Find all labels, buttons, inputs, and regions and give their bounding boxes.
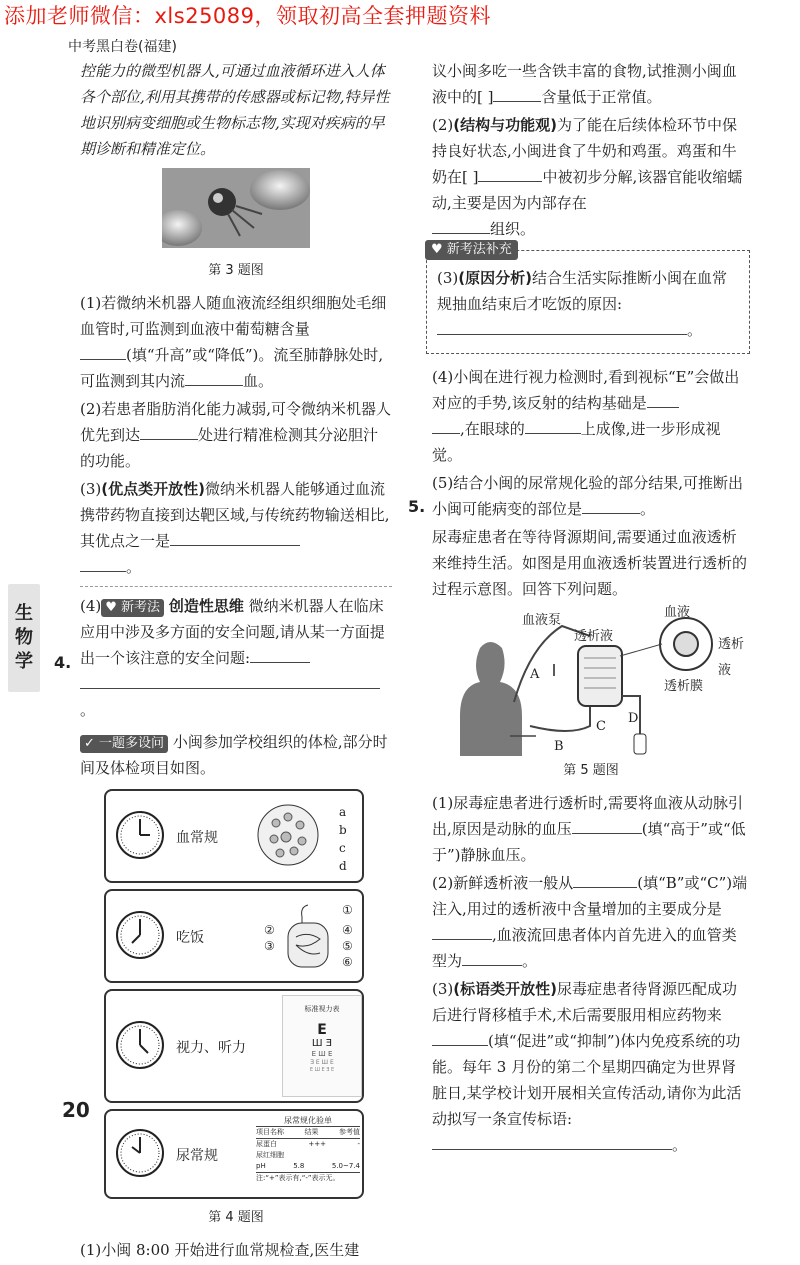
subject-side-tab [8,584,40,692]
answer-blank[interactable] [647,391,679,408]
answer-blank[interactable] [80,343,126,360]
q5-part3-text: 尿毒症患者待肾源匹配成功后进行肾移植手术,术后需要服用相应药物来 [432,980,737,1024]
badge-text: 一题多设问 [99,736,165,751]
digestive-system-diagram [278,901,338,971]
cross-section-inner [674,632,698,656]
marker-label: d [339,859,347,873]
label-B: B [554,739,564,754]
eye-chart [282,995,362,1097]
q5-part2 [432,870,750,974]
row-label: 吃饭 [176,930,204,946]
q4-figure-caption: 第 4 题图 [208,1210,264,1225]
eye-chart-letter: Ш Ǝ [311,1038,333,1049]
answer-blank[interactable] [573,871,637,888]
answer-blank[interactable] [140,423,198,440]
answer-blank[interactable] [432,217,490,234]
blood-cells-diagram [256,801,336,871]
row-label: 视力、听力 [176,1040,246,1056]
table-row [256,1139,360,1150]
divider [80,586,392,587]
marker-label: ⑥ [342,955,353,969]
q3-figure [162,168,392,256]
urine-report [256,1115,360,1184]
zoom-line [620,644,662,656]
q3-part1-text3: 血。 [243,372,274,390]
label-D: D [628,711,639,726]
table-header: 参考值 [339,1128,360,1136]
period: 。 [640,500,656,518]
q3-part4-text: 微纳米机器人在临床应用中涉及多方面的安全问题,请从某一方面提出一个该注意的安全问题: [80,597,385,667]
period: 。 [126,558,142,576]
dialysate-bottle [634,734,646,754]
marker-label: ④ [342,923,353,937]
q4-part3-text: 结合生活实际推断小闽在血常规抽血结束后才吃饭的原因: [437,269,727,313]
answer-blank[interactable] [432,1133,672,1150]
multi-question-badge: ✓ 一题多设问 [80,735,168,753]
marker-label: ③ [264,939,275,953]
q5-part2-text: (2)新鲜透析液一般从 [432,874,574,892]
q5-part1-text2: (填“高于”或“低于”)静脉血压。 [432,820,746,864]
q5-intro: 尿毒症患者在等待肾源期间,需要通过血液透析来维持生活。如图是用血液透析装置进行透析的过程示意图。回答下列问题。 [432,528,748,598]
row-label: 血常规 [176,830,218,846]
q3-figure-caption: 第 3 题图 [208,263,264,278]
schedule-row-urine [104,1109,364,1199]
marker-label: c [339,841,346,855]
table-row [256,1161,360,1173]
answer-blank[interactable] [250,646,310,663]
urine-report-title: 尿常规化验单 [284,1116,332,1125]
q4-part5-text: (5)结合小闽的尿常规化验的部分结果,可推断出小闽可能病变的部位是 [432,474,744,518]
q5-part1 [432,790,750,868]
dialysis-figure [450,606,750,756]
badge-text: 新考法 [121,600,161,615]
side-tab-char: 学 [15,651,33,672]
marker-label: b [339,823,347,837]
nanorobot [208,188,236,216]
q4-intro: 小闽参加学校组织的体检,部分时间及体检项目如图。 [80,733,388,777]
period: 。 [80,701,96,719]
right-column [408,58,750,1160]
label-blood: 血液 [664,605,691,620]
q4-part2-text: 为了能在后续体检环节中保持良好状态,小闽进食了牛奶和鸡蛋。鸡蛋和牛奶在[ ] [432,116,737,186]
urine-report-header [256,1126,360,1139]
red-blood-cell [250,170,310,210]
q5-number: 5. [408,497,426,516]
table-cell: +++ [308,1140,327,1148]
eye-chart-letter: E [317,1022,327,1038]
answer-blank[interactable] [170,529,300,546]
q4-part2-text2: 中被初步分解,该器官能收缩蠕动,主要是因为内部存在 [432,168,743,212]
label-membrane: 透析膜 [664,679,704,694]
answer-blank[interactable] [185,369,243,386]
clock-icon [114,1019,166,1071]
answer-blank[interactable] [462,949,522,966]
q3-part2-text: (2)若患者脂肪消化能力减弱,可令微纳米机器人优先到达 [80,400,392,444]
table-cell: pH [256,1162,266,1170]
q4-intro-line [80,729,392,781]
dialyzer [578,646,622,706]
q4-part2-text3: 组织。 [490,220,536,238]
q4-part4-text2: ,在眼球的 [460,420,525,438]
patient-silhouette [460,642,522,756]
schedule-row-vision [104,989,364,1103]
answer-blank[interactable] [80,672,380,689]
table-cell: 5.8 [293,1162,305,1170]
nanorobot-illustration [162,168,310,248]
q5-part3-tag: (标语类开放性) [453,980,557,998]
clock-icon [114,809,166,861]
eye-chart-title: 标准视力表 [304,1005,340,1013]
q3-part3-tag: (优点类开放性) [101,480,205,498]
promo-banner: 添加老师微信：xls25089，领取初高全套押题资料 [4,4,492,28]
marker-label: ① [342,903,353,917]
answer-blank[interactable] [525,417,581,434]
q3-part3: (3)(优点类开放性)微纳米机器人能够通过血流携带药物直接到达靶区域,与传统药物输送相比,其优点之一是 。 [80,480,390,576]
answer-blank[interactable] [432,417,460,434]
table-cell: 尿红细胞 [256,1151,284,1159]
table-header: 结果 [304,1128,319,1136]
page-number: 20 [62,1098,90,1122]
q4-part2: (2)(结构与功能观)为了能在后续体检环节中保持良好状态,小闽进食了牛奶和鸡蛋。鸡蛋和牛奶在[ ] 中被初步分解,该器官能收缩蠕动,主要是因为内部存在 组织。 [432,116,743,238]
q4-part2-tag: (结构与功能观) [453,116,557,134]
table-cell: 尿蛋白 [256,1140,277,1148]
answer-blank[interactable] [572,817,642,834]
eye-chart-letter: E Ш E Ǝ E [309,1067,335,1073]
label-pump: 血液泵 [522,613,562,628]
marker-label: ⑤ [342,939,353,953]
q3-part3-text: 微纳米机器人能够通过血流携带药物直接到达靶区域,与传统药物输送相比,其优点之一是 [80,480,390,550]
marker-label: a [339,805,347,819]
q5-part1-text: (1)尿毒症患者进行透析时,需要将血液从动脉引出,原因是动脉的血压 [432,794,744,838]
period: 。 [672,1136,688,1154]
q4-part4 [432,364,750,468]
eye-chart-letter: E Ш E [311,1050,333,1058]
q5-part3-text2: (填“促进”或“抑制”)体内免疫系统的功能。每年 3 月份的第二个星期四确定为世界肾脏日,某学校计划开展相关宣传活动,请你为此活动拟写一条宣传标语: [432,1032,742,1128]
q3-intro: 控能力的微型机器人,可通过血液循环进入人体各个部位,利用其携带的传感器或标记物,特异性地识别病变细胞或生物标志物,实现对疾病的早期诊断和精准定位。 [80,62,390,158]
q4-part3: (3)(原因分析)结合生活实际推断小闽在血常规抽血结束后才吃饭的原因: 。 [437,269,727,339]
clock-icon [114,1127,166,1179]
q3-part2 [80,396,392,474]
q4-part1-cont [432,58,750,110]
table-cell: 5.0~7.4 [331,1162,360,1170]
book-header: 中考黑白卷(福建) [68,39,177,55]
q4-part1-text: 议小闽多吃一些含铁丰富的食物,试推测小闽血液中的[ ] [432,62,737,106]
nanorobot-sensor [213,193,223,203]
q4-part4-text3: 上成像,进一步形成视觉。 [432,420,721,464]
side-tab-char: 物 [15,627,33,648]
q4-part3-tag: (原因分析) [458,269,532,287]
answer-blank[interactable] [80,555,126,572]
q3-part1-text: (1)若微纳米机器人随血液流经组织细胞处毛细血管时,可监测到血液中葡萄糖含量 [80,294,387,338]
q5-part2-text3: ,血液流回患者体内首先进入的血管类型为 [432,926,737,970]
label-dialysate: 透析液 [574,629,614,644]
answer-blank[interactable] [478,165,542,182]
urine-report-note: 注:“+”表示有,“-”表示无。 [256,1174,340,1182]
answer-blank[interactable] [582,497,640,514]
side-tab-char: 生 [15,603,33,624]
q4-part1-start: (1)小闽 8:00 开始进行血常规检查,医生建 [80,1241,360,1259]
q5-part3: (3)(标语类开放性)尿毒症患者待肾源匹配成功后进行肾移植手术,术后需要服用相应药物来(填“促进”或“抑制”)体内免疫系统的功能。每年 3 月份的第二个星期四确定为世界肾脏日,某学校计划开展相关宣传活动,请你为此活动拟写一条宣传标语: 。 [432,980,742,1154]
q3-part1-text2: (填“升高”或“降低”)。流至肺静脉处时,可监测到其内流 [80,346,384,390]
q4-number: 4. [54,653,72,672]
q5-part2-text2: (填“B”或“C”)端注入,用过的透析液中含量增加的主要成分是 [432,874,748,918]
q4-part1-end: 含量低于正常值。 [541,88,662,106]
answer-blank[interactable] [432,923,492,940]
table-cell: - [357,1140,360,1148]
schedule-row-blood [104,789,364,883]
answer-blank[interactable] [432,1029,488,1046]
q4-part5 [432,470,750,522]
label-dialysate-2: 透析液 [718,637,745,678]
supplement-box [426,242,750,354]
venous-tube [530,702,590,731]
row-label: 尿常规 [176,1148,218,1164]
eye-chart-letter: Ǝ E Ш E [310,1059,334,1066]
q3-part4: (4) ♥ 新考法 创造性思维 微纳米机器人在临床应用中涉及多方面的安全问题,请从某一方面提出一个该注意的安全问题: 。 [80,597,385,719]
label-A: A [530,667,540,682]
label-C: C [596,719,606,734]
schedule-row-meal [104,889,364,983]
q3-part4-tag: 创造性思维 [168,597,244,615]
q5-figure-caption: 第 5 题图 [563,763,619,778]
supplement-label: ♥ 新考法补充 [425,240,518,260]
period: 。 [687,321,703,339]
table-header: 项目名称 [256,1128,284,1136]
marker-label: ② [264,923,275,937]
q3-part2-text2: 处进行精准检测其分泌胆汁的功能。 [80,426,379,470]
q4-part4-text: (4)小闽在进行视力检测时,看到视标“E”会做出对应的手势,该反射的结构基础是 [432,368,740,412]
clock-icon [114,909,166,961]
checkup-schedule-figure [104,789,364,1199]
answer-blank[interactable] [493,85,541,102]
new-exam-badge: ♥ 新考法 [101,599,164,617]
period: 。 [522,952,538,970]
q3-part1 [80,290,392,394]
supplement-label-text: 新考法补充 [446,242,512,257]
answer-blank[interactable] [437,318,687,335]
